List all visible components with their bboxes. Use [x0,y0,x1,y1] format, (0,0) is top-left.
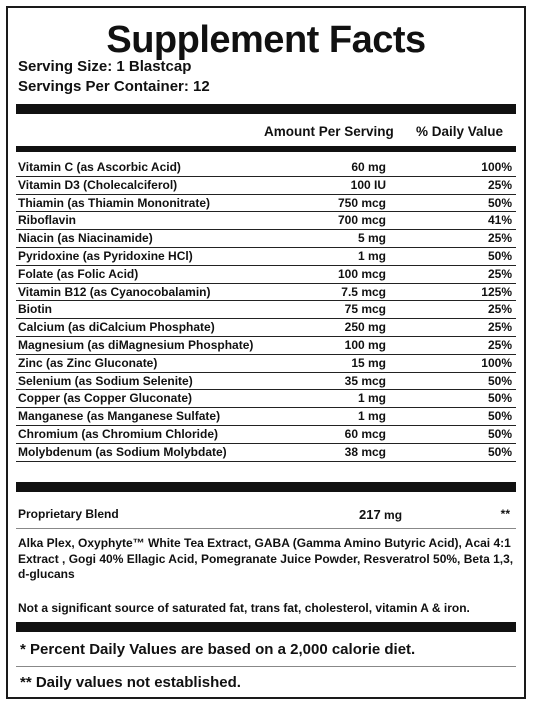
thin-divider-blend [16,528,516,529]
footnote-dv-not-established: ** Daily values not established. [20,674,241,691]
supplement-facts-panel [6,6,526,699]
footnote-percent-dv: * Percent Daily Values are based on a 2,000 calorie diet. [20,641,416,658]
nutrient-name: Copper (as Copper Gluconate) [18,391,193,406]
nutrient-amount: 700 mcg [337,213,386,228]
nutrient-daily-value: 100% [481,160,512,174]
nutrient-daily-value: 25% [487,177,512,192]
nutrient-daily-value: 50% [487,409,512,424]
nutrient-name: Vitamin D3 (Cholecalciferol) [18,177,178,192]
nutrient-name: Magnesium (as diMagnesium Phosphate) [18,338,254,352]
panel-title: Supplement Facts [106,19,426,61]
nutrient-daily-value: 50% [487,373,512,388]
table-row [16,372,516,391]
thick-divider-blend [16,482,516,492]
nutrient-daily-value: 25% [487,231,512,246]
nutrient-amount: 1 mg [357,249,386,263]
nutrient-daily-value: 125% [481,284,512,299]
nutrient-name: Chromium (as Chromium Chloride) [18,427,219,441]
nutrient-amount: 60 mg [351,160,386,174]
nutrient-amount: 38 mcg [344,444,386,459]
table-row [16,389,516,408]
table-row [16,229,516,248]
nutrient-daily-value: 50% [487,391,512,406]
header-daily-value: % Daily Value [416,124,504,139]
blend-amount-unit: mg [384,508,403,522]
nutrient-daily-value: 25% [487,320,512,335]
nutrient-name: Manganese (as Manganese Sulfate) [18,409,221,424]
nutrient-name: Riboflavin [18,213,77,228]
nutrient-amount: 100 IU [350,177,386,192]
nutrient-amount: 75 mcg [344,302,386,317]
table-row [16,336,516,355]
blend-daily-value: ** [500,507,510,521]
nutrient-name: Molybdenum (as Sodium Molybdate) [18,444,227,459]
blend-name: Proprietary Blend [18,507,119,521]
nutrient-name: Selenium (as Sodium Selenite) [18,373,193,388]
thick-divider-top [16,104,516,114]
servings-per-container: Servings Per Container: 12 [18,78,210,95]
nutrient-amount: 7.5 mcg [341,284,386,299]
nutrient-amount: 100 mg [344,338,386,352]
nutrient-daily-value: 25% [487,266,512,281]
serving-size: Serving Size: 1 Blastcap [18,58,192,75]
table-row [16,443,516,462]
table-row [16,211,516,230]
nutrient-name: Vitamin B12 (as Cyanocobalamin) [18,284,211,299]
nutrient-daily-value: 50% [487,427,512,441]
nutrient-name: Zinc (as Zinc Gluconate) [18,355,158,370]
table-row [16,407,516,426]
blend-amount [359,507,402,524]
table-row [16,176,516,195]
table-row [16,265,516,284]
thin-divider-footer [16,666,516,667]
medium-divider [16,146,516,152]
nutrient-amount: 5 mg [357,231,386,246]
table-row [16,283,516,302]
nutrient-name: Niacin (as Niacinamide) [18,231,153,246]
nutrient-name: Calcium (as diCalcium Phosphate) [18,320,215,335]
table-row [16,354,516,373]
nutrient-daily-value: 50% [487,444,512,459]
table-row [16,425,516,444]
nutrient-name: Thiamin (as Thiamin Mononitrate) [18,195,211,210]
nutrient-amount: 100 mcg [337,266,386,281]
nutrient-amount: 60 mcg [344,427,386,441]
nutrient-amount: 1 mg [357,409,386,424]
nutrient-amount: 250 mg [344,320,386,335]
table-row [16,194,516,213]
blend-amount-number: 217 [359,507,381,522]
nutrient-name: Pyridoxine (as Pyridoxine HCl) [18,249,193,263]
not-significant-note: Not a significant source of saturated fat, trans fat, cholesterol, vitamin A & iron. [18,601,470,615]
thick-divider-footer [16,622,516,632]
nutrient-name: Vitamin C (as Ascorbic Acid) [18,160,181,174]
table-row [16,318,516,337]
nutrient-amount: 35 mcg [344,373,386,388]
nutrient-name: Biotin [18,302,52,317]
table-row [16,300,516,319]
nutrient-daily-value: 25% [487,338,512,352]
nutrient-name: Folate (as Folic Acid) [18,266,139,281]
nutrient-amount: 15 mg [351,355,386,370]
table-row [16,247,516,266]
nutrient-daily-value: 50% [487,195,512,210]
nutrient-daily-value: 25% [487,302,512,317]
nutrient-daily-value: 41% [487,213,512,228]
nutrient-daily-value: 100% [481,355,512,370]
nutrient-amount: 750 mcg [337,195,386,210]
table-row [16,158,516,177]
nutrient-daily-value: 50% [487,249,512,263]
blend-ingredients: Alka Plex, Oxyphyte™ White Tea Extract, GABA (Gamma Amino Butyric Acid), Acai 4:1 Extract , Gogi 40% Ellagic Acid, Pomegranate Juice Powder, Resveratrol 50%, Beta 1,3, d-glucans [18,536,514,581]
nutrient-amount: 1 mg [357,391,386,406]
header-amount: Amount Per Serving [264,124,394,139]
